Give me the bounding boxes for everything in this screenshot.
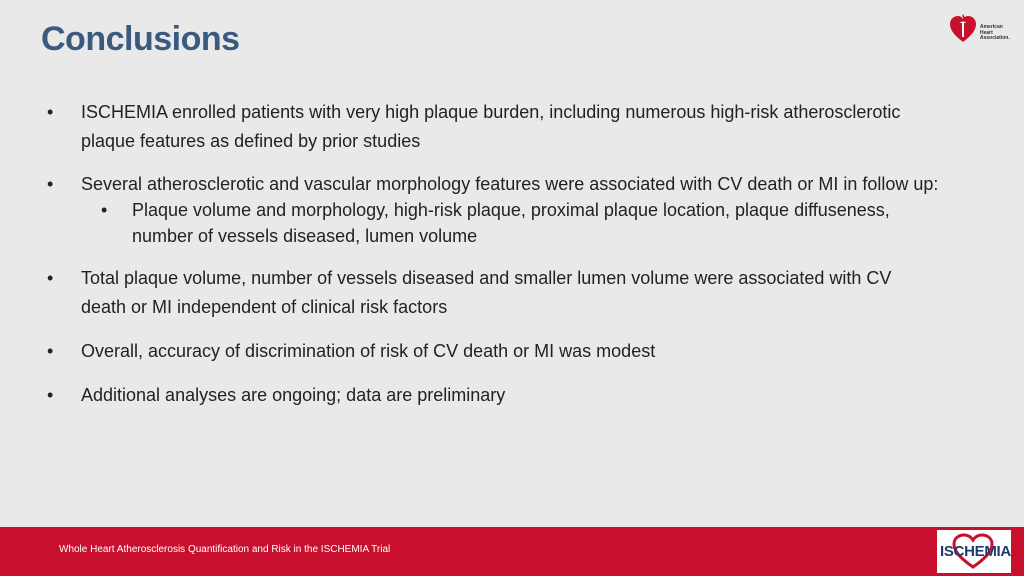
heart-torch-icon	[948, 10, 978, 44]
bullet-item	[40, 98, 940, 156]
bullet-icon	[47, 337, 53, 366]
bullet-text: Additional analyses are ongoing; data are preliminary	[81, 385, 506, 405]
sub-bullet-item	[40, 197, 940, 249]
bullet-text: Several atherosclerotic and vascular morphology features were associated with CV death or MI in follow up:	[81, 174, 939, 194]
footer-bar	[0, 527, 1024, 576]
bullet-icon	[47, 98, 53, 127]
bullet-text: Overall, accuracy of discrimination of risk of CV death or MI was modest	[81, 341, 656, 361]
bullet-item	[40, 381, 940, 410]
american-heart-association-logo	[948, 10, 1018, 44]
bullet-text: Total plaque volume, number of vessels diseased and smaller lumen volume were associated with CV death or MI independent of clinical risk factors	[81, 268, 892, 317]
ischemia-trial-logo	[937, 530, 1011, 573]
bullet-icon	[47, 381, 53, 410]
footer-text: Whole Heart Atherosclerosis Quantification and Risk in the ISCHEMIA Trial	[59, 544, 391, 555]
ischemia-logo-text: ISCHEMIA	[940, 543, 1011, 560]
bullet-item	[40, 337, 940, 366]
slide-title: Conclusions	[41, 20, 240, 58]
aha-logo-text: American Heart Association.	[980, 24, 1010, 41]
sub-bullet-icon	[101, 197, 107, 223]
bullet-item	[40, 264, 940, 322]
bullet-icon	[47, 264, 53, 293]
sub-bullet-text: Plaque volume and morphology, high-risk plaque, proximal plaque location, plaque diffuseness, number of vessels diseased, lumen volume	[132, 200, 890, 246]
conclusions-list	[40, 98, 940, 425]
bullet-text: ISCHEMIA enrolled patients with very high plaque burden, including numerous high-risk atherosclerotic plaque features as defined by prior studies	[81, 102, 901, 151]
bullet-icon	[47, 171, 53, 197]
bullet-item	[40, 171, 940, 249]
